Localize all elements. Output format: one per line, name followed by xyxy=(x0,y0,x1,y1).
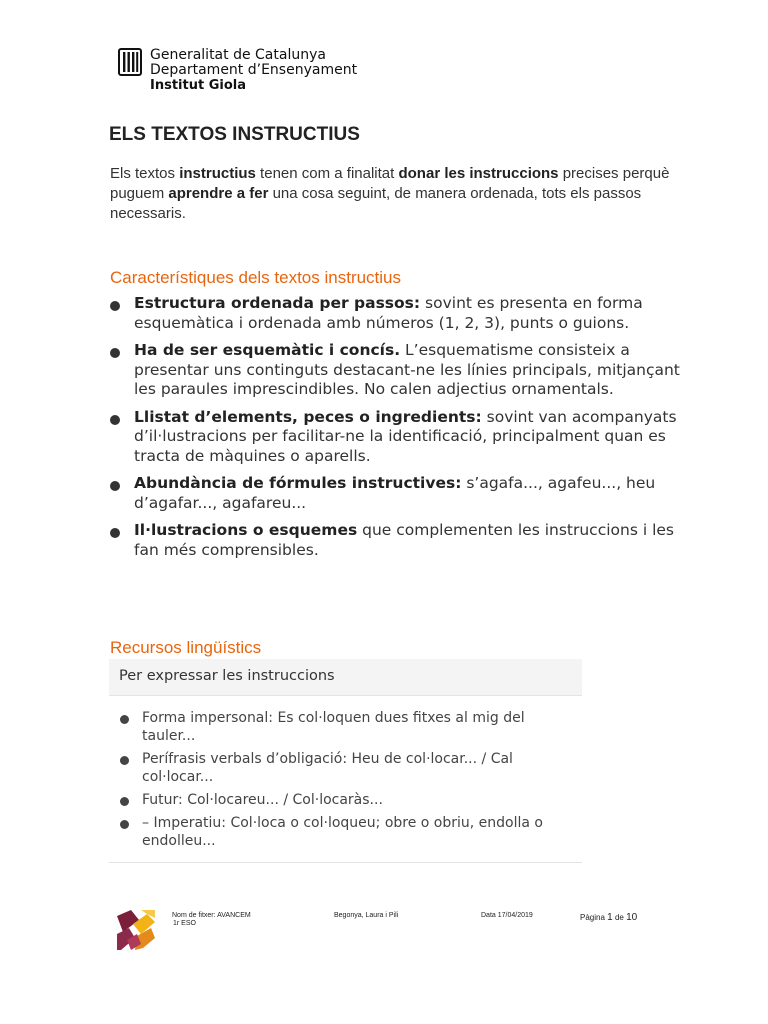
list-item xyxy=(108,408,698,467)
generalitat-logo-icon xyxy=(118,48,142,76)
item-text: L’esquematisme consisteix a presentar uns continguts destacant-ne les línies principals, mitjançant les paraules imprescindibles. No calen adjectius ornamentals. xyxy=(134,341,680,398)
intro-paragraph xyxy=(110,164,690,224)
institution-header xyxy=(150,48,357,93)
footer-page-number xyxy=(580,914,637,922)
school-name: Institut Giola xyxy=(150,78,246,93)
footer-filename xyxy=(172,912,251,928)
item-text: sovint es presenta en forma esquemàtica i ordenada amb números (1, 2, 3), punts o guions. xyxy=(134,294,643,332)
list-item xyxy=(108,474,698,513)
list-item xyxy=(108,341,698,400)
item-term: Ha de ser esquemàtic i concís. xyxy=(134,341,401,359)
bullet-icon xyxy=(110,348,120,358)
org-line-2: Departament d’Ensenyament xyxy=(150,62,358,78)
item-text: Forma impersonal: Es col·loquen dues fitxes al mig del tauler... xyxy=(142,710,525,744)
list-item xyxy=(108,294,698,333)
org-line-1: Generalitat de Catalunya xyxy=(150,47,326,63)
resources-heading: Recursos lingüístics xyxy=(110,638,262,657)
bullet-icon xyxy=(110,528,120,538)
intro-text: precises perquè puguem xyxy=(110,165,670,202)
intro-text: tenen com a finalitat xyxy=(255,165,399,182)
item-text: s’agafa..., agafeu..., heu d’agafar..., agafareu... xyxy=(134,474,656,512)
intro-text: una cosa seguint, de manera ordenada, tots els passos necessaris. xyxy=(110,185,642,222)
item-text: que complementen les instruccions i les fan més comprensibles. xyxy=(134,521,674,559)
intro-text: Els textos xyxy=(110,165,180,182)
bullet-icon xyxy=(110,301,120,311)
bullet-icon xyxy=(120,797,129,806)
intro-bold: instructius xyxy=(179,165,256,182)
item-term: Estructura ordenada per passos: xyxy=(134,294,421,312)
card-title: Per expressar les instruccions xyxy=(109,659,582,696)
list-item xyxy=(115,814,575,850)
page-total: 10 xyxy=(626,912,638,923)
item-text: Futur: Col·locareu... / Col·locaràs... xyxy=(142,792,383,808)
bullet-icon xyxy=(120,715,129,724)
list-item xyxy=(115,709,575,745)
item-term: Il·lustracions o esquemes xyxy=(134,521,358,539)
footer-date: Data 17/04/2019 xyxy=(481,912,533,919)
school-logo-icon xyxy=(117,910,155,950)
bullet-icon xyxy=(120,820,129,829)
list-item xyxy=(115,791,575,809)
intro-bold: aprendre a fer xyxy=(168,185,269,202)
item-term: Llistat d’elements, peces o ingredients: xyxy=(134,407,482,426)
page-num: 1 xyxy=(607,912,613,923)
footer-authors: Begonya, Laura i Pili xyxy=(334,912,399,919)
page-title: ELS TEXTOS INSTRUCTIUS xyxy=(109,124,360,145)
page-label: Pàgina xyxy=(580,913,605,922)
bullet-icon xyxy=(120,756,129,765)
characteristics-list xyxy=(108,294,698,568)
bullet-icon xyxy=(110,481,120,491)
list-item xyxy=(108,521,698,560)
footer-filename-line2: 1r ESO xyxy=(173,920,196,927)
item-text: sovint van acompanyats d’il·lustracions per facilitar-ne la identificació, principalment quan es tracta de màquines o aparells. xyxy=(134,407,677,465)
item-text: – Imperatiu: Col·loca o col·loqueu; obre o obriu, endolla o endolleu... xyxy=(142,815,543,849)
intro-bold: donar les instruccions xyxy=(398,165,559,182)
item-text: Perífrasis verbals d’obligació: Heu de col·locar... / Cal col·locar... xyxy=(142,751,513,785)
resources-list xyxy=(115,709,575,855)
page-of: de xyxy=(614,913,624,922)
list-item xyxy=(115,750,575,786)
item-term: Abundància de fórmules instructives: xyxy=(134,474,462,492)
bullet-icon xyxy=(110,415,120,425)
resources-card xyxy=(109,659,582,863)
footer-filename-line1: Nom de fitxer: AVANCEM xyxy=(172,912,251,919)
characteristics-heading: Característiques dels textos instructius xyxy=(110,268,402,287)
